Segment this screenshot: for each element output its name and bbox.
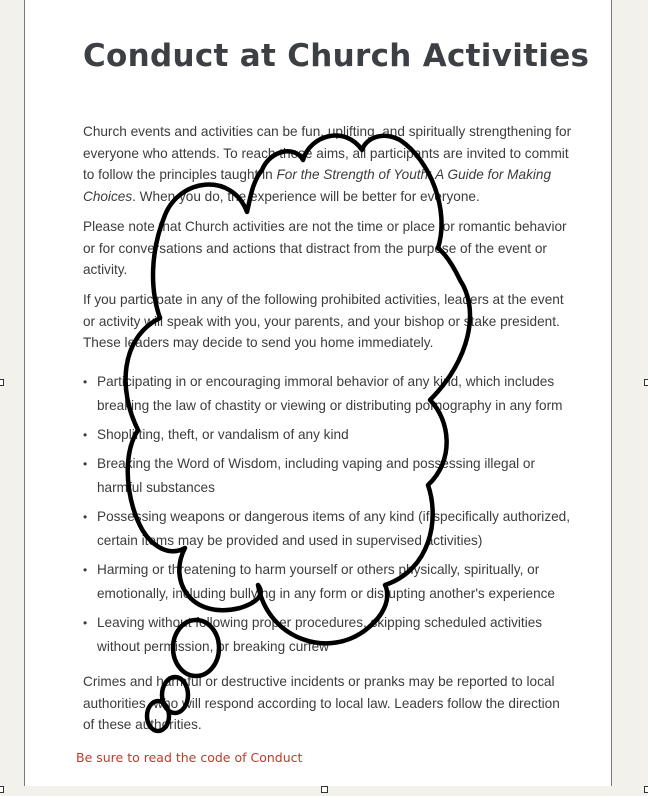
bullet-icon: •: [83, 428, 88, 442]
list-item-text: Shoplifting, theft, or vandalism of any kind: [97, 427, 349, 442]
list-item-text: Harming or threatening to harm yourself or others physically, spiritually, or emotionally, including bullying in any form or disrupting another's experience: [97, 562, 555, 601]
resize-handle-bottom-left[interactable]: [0, 786, 4, 793]
resize-handle-left[interactable]: [0, 379, 4, 386]
page-title: Conduct at Church Activities: [83, 38, 590, 74]
list-item: [83, 505, 573, 553]
resize-handle-bottom[interactable]: [321, 786, 328, 793]
intro-text: Church events and activities can be fun, uplifting, and spiritually strengthening for everyone who attends. To reach these aims, all participants are invited to commit to follow the principles taught in: [83, 124, 572, 182]
resize-handle-right[interactable]: [644, 379, 648, 386]
list-item-text: Leaving without following proper procedures, skipping scheduled activities without permission, or breaking curfew: [97, 615, 543, 654]
bullet-icon: •: [83, 510, 88, 524]
intro-paragraph: [83, 121, 573, 207]
bullet-icon: •: [83, 616, 88, 630]
list-item-text: Participating in or encouraging immoral behavior of any kind, which includes breaking the law of chastity or viewing or distributing pornography in any form: [97, 374, 563, 413]
list-item-text: Possessing weapons or dangerous items of any kind (if specifically authorized, certain items may be provided and used in supervised activities): [97, 509, 571, 548]
list-item: [83, 370, 573, 418]
bullet-icon: •: [83, 563, 88, 577]
bullet-icon: •: [83, 375, 88, 389]
guide-title: For the Strength of Youth: A Guide for Making Choices: [83, 167, 552, 204]
prohibited-activities-paragraph: If you participate in any of the following prohibited activities, leaders at the event or activity will speak with you, your parents, and your bishop or stake president. These leaders may decide to send you home immediately.: [83, 292, 564, 350]
list-item-text: Breaking the Word of Wisdom, including vaping and possessing illegal or harmful substances: [97, 456, 536, 495]
list-item: [83, 452, 573, 500]
resize-handle-bottom-right[interactable]: [644, 786, 648, 793]
annotation-note: Be sure to read the code of Conduct: [76, 750, 303, 765]
intro-text-end: . When you do, the experience will be better for everyone.: [132, 188, 480, 204]
document-page: [24, 0, 612, 786]
prohibited-activities-list: [83, 370, 573, 664]
list-item: [83, 423, 573, 447]
list-item: [83, 558, 573, 606]
bullet-icon: •: [83, 457, 88, 471]
crimes-paragraph: Crimes and harmful or destructive incidents or pranks may be reported to local authorities, who will respond according to local law. Leaders follow the direction of these authorities.: [83, 674, 560, 732]
list-item: [83, 611, 573, 659]
romantic-behavior-paragraph: Please note that Church activities are not the time or place for romantic behavior or for conversations and actions that distract from the purpose of the event or activity.: [83, 219, 567, 277]
